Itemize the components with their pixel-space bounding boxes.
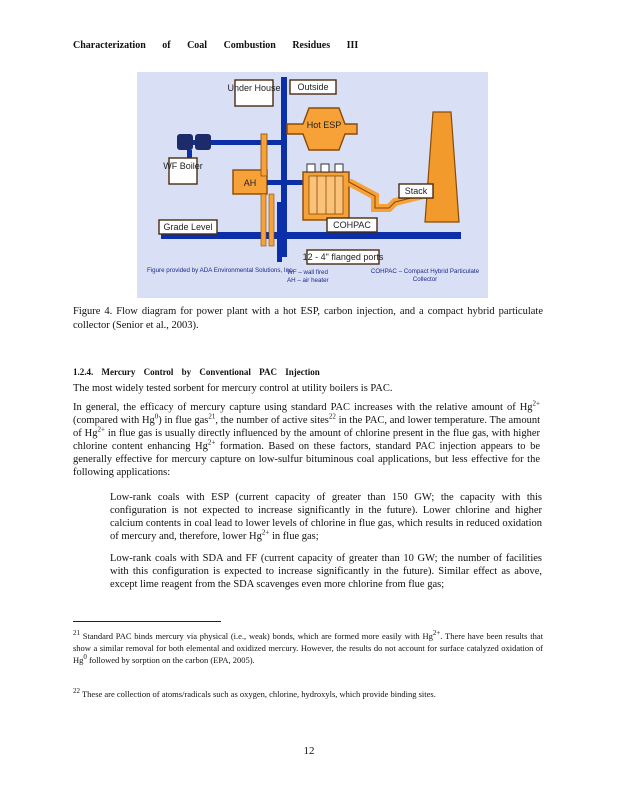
outside-label: Outside [297, 82, 329, 92]
footnote-separator [73, 621, 221, 622]
fn21-text-b: . There have been results that show a similar removal for both elemental and oxidized mercury. However, the results do not account for surface catalyzed oxidation of Hg [73, 631, 543, 665]
wf-boiler-label: WF Boiler [163, 161, 203, 171]
riser-2 [269, 194, 274, 246]
figure-caption: Figure 4. Flow diagram for power plant with a hot ESP, carbon injection, and a compact hybrid particulate collector (Senior et al., 2003). [73, 306, 543, 331]
bullet1-sup: 2+ [261, 528, 270, 537]
section-number: 1.2.4. [73, 367, 94, 377]
fn22-text: These are collection of atoms/radicals such as oxygen, chlorine, hydroxyls, which provide binding sites. [81, 689, 436, 699]
cohpac-valve-2 [321, 164, 329, 172]
p2-text-e: in the PAC, and lower temperature. The amount of Hg [73, 415, 540, 439]
p2-text-a: In general, the efficacy of mercury capture using standard PAC increases with the relative amount of Hg [73, 402, 533, 413]
page-number: 12 [303, 745, 315, 757]
stack-unit [425, 112, 459, 222]
flange-ports-label: 12 - 4" flanged ports [302, 252, 384, 262]
p2-sup-f: 2+ [207, 438, 216, 447]
air-heater-label: AH [243, 178, 257, 188]
footnote-21 [73, 630, 543, 666]
figure-credit: Figure provided by ADA Environmental Solutions, Inc. [147, 267, 294, 274]
riser-1 [261, 194, 266, 246]
footnote-22-number: 22 [73, 687, 80, 696]
p2-text-g: formation. Based on these factors, standard PAC injection appears to be generally effective for mercury capture on low-sulfur bituminous coal applications, but less effective for the following applications: [73, 441, 540, 478]
grade-level-label: Grade Level [163, 222, 213, 232]
fn21-sup-a: 2+ [432, 629, 441, 638]
under-house-label: Under House [227, 83, 281, 93]
fn21-text-c: followed by sorption on the carbon (EPA, 2005). [86, 655, 255, 665]
paragraph-1: The most widely tested sorbent for mercury control at utility boilers is PAC. [73, 383, 393, 394]
bullet1-text-b: in flue gas; [269, 531, 319, 542]
legend-cohpac-wrap [365, 268, 485, 298]
stack-label: Stack [404, 186, 428, 196]
p2-sup-a: 2+ [532, 399, 540, 408]
boiler-fan [177, 134, 193, 150]
paragraph-2 [73, 401, 540, 479]
hot-esp-label: Hot ESP [306, 120, 342, 130]
legend-wall-fired: WF – wall fired [287, 269, 328, 276]
p2-text-c: ) in flue gas [158, 415, 209, 426]
bullet-item-2: Low-rank coals with SDA and FF (current capacity of greater than 10 GW; the number of facilities with this configuration is expected to increase significantly in the future). Similar effect as above, except lime reagent from the SDA scavenges even more chlorine from flue gas; [110, 553, 542, 590]
esp-downcomer [261, 134, 267, 176]
riser-3 [277, 202, 282, 262]
flow-diagram-figure [137, 72, 488, 298]
p2-text-f: in flue gas is usually directly influenced by the amount of chlorine present in the flue gas, with higher chlorine content enhancing Hg [73, 428, 540, 452]
bullet-item-1 [110, 491, 542, 543]
cohpac-valve-3 [335, 164, 343, 172]
bullet1-text-a: Low-rank coals with ESP (current capacity of greater than 150 GW; the capacity with this configuration is not expected to increase significantly in the future). Lower chlorine and higher calcium contents in coal lead to lower levels of chlorine in flue gas, which results in reduced oxidation of mercury and, therefore, lower Hg [110, 492, 542, 542]
flow-diagram [137, 72, 488, 298]
boiler-fan-2 [195, 134, 211, 150]
footnote-ref-22: 22 [328, 412, 336, 421]
section-heading [73, 367, 320, 377]
running-header: Characterization of Coal Combustion Residues III [73, 40, 359, 51]
fn21-sup-b: 0 [83, 653, 87, 662]
p2-text-d: , the number of active sites [215, 415, 329, 426]
cohpac-label: COHPAC [333, 220, 371, 230]
legend-cohpac: COHPAC – Compact Hybrid Particulate Collector [370, 268, 480, 283]
p2-sup-b: 0 [154, 412, 159, 421]
legend-air-heater: AH – air heater [287, 277, 329, 284]
p2-sup-e: 2+ [97, 425, 105, 434]
fn21-text-a: Standard PAC binds mercury via physical (i.e., weak) bonds, which are formed more easily with Hg [82, 631, 433, 641]
p2-text-b: (compared with Hg [73, 415, 155, 426]
footnote-ref-21: 21 [208, 412, 216, 421]
footnote-21-number: 21 [73, 629, 80, 638]
cohpac-valve-1 [307, 164, 315, 172]
footnote-22 [73, 688, 543, 700]
section-title: Mercury Control by Conventional PAC Injection [101, 367, 320, 377]
